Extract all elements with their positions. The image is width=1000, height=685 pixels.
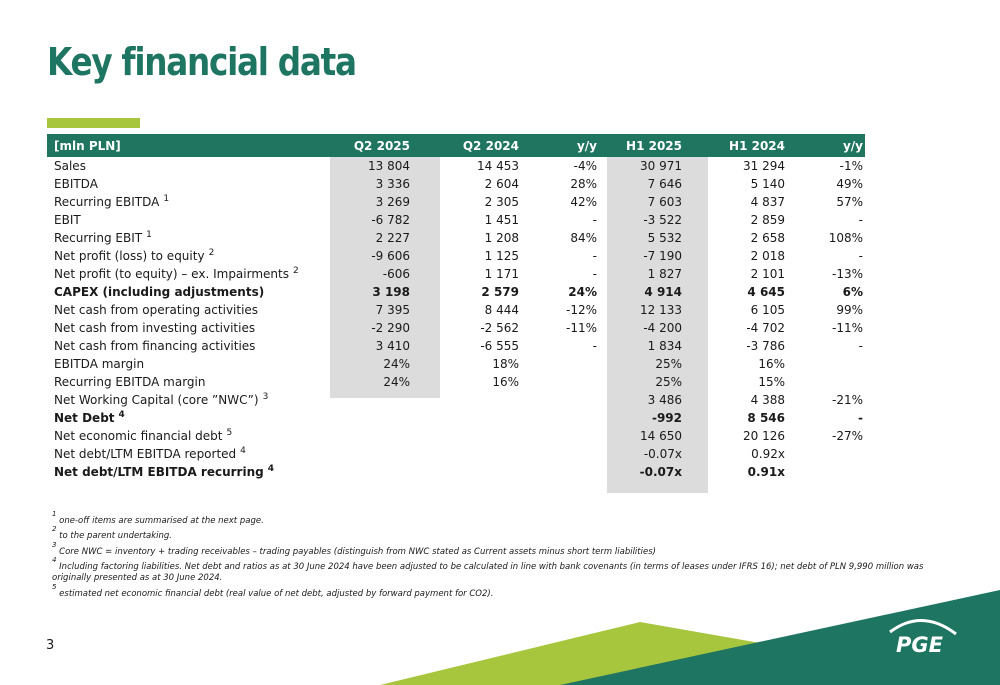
footnote-ref: 1	[163, 194, 170, 204]
cell-q2-2024: 8 444	[484, 303, 519, 317]
cell-h1-2025: 7 603	[647, 195, 682, 209]
footnote-1: $^1$ one-off items are summarised at the next page.	[52, 510, 264, 526]
cell-h1-2025: 1 827	[647, 267, 682, 281]
row-label: CAPEX (including adjustments)	[54, 285, 265, 299]
cell-q2-2024: 1 451	[484, 213, 519, 227]
cell-q2-2025: 3 410	[375, 339, 410, 353]
pge-logo	[884, 612, 964, 658]
cell-yy-q: -11%	[565, 321, 597, 335]
cell-q2-2025	[330, 409, 440, 427]
header-yy-q: y/y	[576, 138, 597, 153]
cell-q2-2025: -6 782	[371, 213, 410, 227]
cell-q2-2025: -606	[382, 267, 410, 281]
cell-q2-2025: 3 336	[375, 177, 410, 191]
table-row	[47, 283, 865, 301]
table-header-row	[47, 134, 865, 157]
cell-q2-2024: 2 579	[481, 285, 519, 299]
cell-h1-2024: 31 294	[743, 159, 785, 173]
cell-h1-2025: 1 834	[647, 339, 682, 353]
cell-h1-2024: 4 837	[750, 195, 785, 209]
row-label: Recurring EBITDA $^1$	[54, 194, 170, 209]
cell-h1-2025: 14 650	[640, 429, 682, 443]
cell-q2-2025: 24%	[383, 357, 410, 371]
cell-h1-2025: 5 532	[647, 231, 682, 245]
cell-h1-2024: 8 546	[747, 411, 785, 425]
cell-yy-h: -	[858, 411, 863, 425]
table-row	[47, 157, 865, 175]
table-row	[47, 211, 865, 229]
cell-q2-2024: 16%	[492, 375, 519, 389]
cell-q2-2024: 1 171	[484, 267, 519, 281]
footnote-ref: 3	[262, 392, 269, 402]
cell-q2-2024: 1 208	[484, 231, 519, 245]
cell-yy-q: 42%	[570, 195, 597, 209]
cell-yy-q: -4%	[573, 159, 597, 173]
cell-q2-2025: 7 395	[375, 303, 410, 317]
cell-h1-2025: -0.07x	[643, 447, 682, 461]
cell-h1-2025: -992	[651, 411, 682, 425]
cell-q2-2025	[330, 391, 440, 409]
footnote-ref: 5	[226, 428, 233, 438]
cell-yy-q	[550, 445, 600, 463]
cell-yy-h: 99%	[836, 303, 863, 317]
header-q2-2024: Q2 2024	[462, 138, 519, 153]
cell-yy-h: -21%	[831, 393, 863, 407]
cell-yy-h: -27%	[831, 429, 863, 443]
cell-h1-2025: 25%	[655, 357, 682, 371]
footnote-3: $^3$ Core NWC = inventory + trading receivables – trading payables (distinguish from NWC stated as Current assets minus short term liabilities)	[52, 540, 656, 557]
cell-yy-q: 84%	[570, 231, 597, 245]
cell-h1-2024: 4 645	[747, 285, 785, 299]
footnote-5: $^5$ estimated net economic financial debt (real value of net debt, adjusted by forward payment for CO2).	[52, 582, 494, 599]
row-label: Net debt/LTM EBITDA reported $^4$	[54, 446, 246, 461]
cell-q2-2024	[440, 445, 550, 463]
cell-q2-2025: -9 606	[371, 249, 410, 263]
footnote-ref: 1	[146, 230, 152, 240]
row-label: Net cash from operating activities	[54, 303, 259, 317]
cell-h1-2024: 6 105	[750, 303, 785, 317]
row-label: Net debt/LTM EBITDA recurring $^4$	[54, 464, 274, 479]
cell-q2-2024	[440, 427, 550, 445]
cell-yy-q: 28%	[570, 177, 597, 191]
footnote-2: $^2$ to the parent undertaking.	[52, 525, 173, 542]
cell-q2-2024: -2 562	[480, 321, 519, 335]
cell-h1-2024: 4 388	[750, 393, 785, 407]
footnote-ref: 2	[208, 248, 215, 258]
cell-yy-h	[811, 355, 865, 373]
cell-h1-2025: -4 200	[643, 321, 682, 335]
table-row	[47, 445, 865, 463]
cell-yy-q: -	[592, 267, 597, 281]
header-unit: [mln PLN]	[54, 138, 121, 153]
cell-q2-2025	[330, 445, 440, 463]
row-label: Net Debt $^4$	[54, 410, 125, 425]
table-row	[47, 319, 865, 337]
cell-yy-h: 108%	[828, 231, 863, 245]
cell-q2-2024	[440, 409, 550, 427]
cell-h1-2025: 12 133	[640, 303, 682, 317]
cell-q2-2024: 1 125	[484, 249, 519, 263]
cell-h1-2025: 7 646	[647, 177, 682, 191]
cell-q2-2025: 3 198	[372, 285, 410, 299]
cell-yy-q: 24%	[568, 285, 597, 299]
footnotes	[52, 512, 932, 600]
cell-yy-h: 6%	[842, 285, 863, 299]
cell-h1-2024: 2 101	[750, 267, 785, 281]
table-row	[47, 427, 865, 445]
cell-q2-2025: 13 804	[368, 159, 410, 173]
cell-yy-q	[550, 391, 600, 409]
table-row	[47, 355, 865, 373]
cell-h1-2024: 2 018	[750, 249, 785, 263]
cell-h1-2024: 0.91x	[747, 465, 785, 479]
cell-h1-2024: 2 859	[750, 213, 785, 227]
financial-data-table	[47, 134, 865, 481]
cell-q2-2024: 18%	[492, 357, 519, 371]
cell-yy-h: -	[858, 339, 863, 353]
header-h1-2025: H1 2025	[626, 138, 682, 153]
row-label: Recurring EBITDA margin	[54, 375, 206, 389]
cell-yy-h: -13%	[831, 267, 863, 281]
row-label: EBIT	[54, 213, 81, 227]
cell-q2-2025	[330, 463, 440, 481]
cell-yy-q	[550, 463, 600, 481]
cell-h1-2024: -3 786	[746, 339, 785, 353]
logo-text: PGE	[896, 633, 943, 657]
table-row	[47, 337, 865, 355]
cell-yy-q: -	[592, 339, 597, 353]
cell-yy-q: -	[592, 213, 597, 227]
row-label: EBITDA margin	[54, 357, 145, 371]
footnote-4: $^4$ Including factoring liabilities. Net debt and ratios as at 30 June 2024 have been adjusted to be calculated in line with bank covenants (in terms of leases under IFRS 16); net debt of PLN 9,990 million was originally presented as at 30 June 2024.	[52, 555, 924, 584]
table-row	[47, 301, 865, 319]
row-label: Net Working Capital (core ”NWC”) $^3$	[54, 392, 269, 407]
cell-yy-h: -11%	[831, 321, 863, 335]
cell-yy-h	[811, 463, 865, 481]
cell-q2-2025: 24%	[383, 375, 410, 389]
cell-yy-h: -	[858, 249, 863, 263]
cell-h1-2024: 15%	[758, 375, 785, 389]
cell-h1-2024: 16%	[758, 357, 785, 371]
cell-yy-h	[811, 373, 865, 391]
table-row	[47, 229, 865, 247]
cell-h1-2024: 0.92x	[751, 447, 785, 461]
cell-q2-2025	[330, 427, 440, 445]
cell-h1-2024: 20 126	[743, 429, 785, 443]
cell-q2-2024: 14 453	[477, 159, 519, 173]
cell-yy-q: -12%	[565, 303, 597, 317]
cell-h1-2025: -7 190	[643, 249, 682, 263]
table-row	[47, 463, 865, 481]
header-q2-2025: Q2 2025	[353, 138, 410, 153]
cell-yy-h: -	[858, 213, 863, 227]
cell-h1-2025: 30 971	[640, 159, 682, 173]
table-row	[47, 247, 865, 265]
cell-yy-q: -	[592, 249, 597, 263]
footnote-ref: 4	[240, 446, 246, 456]
cell-h1-2024: 2 658	[750, 231, 785, 245]
table-row	[47, 373, 865, 391]
row-label: Net profit (to equity) – ex. Impairments $^2$	[54, 266, 299, 281]
logo-arc-icon	[890, 620, 956, 634]
cell-yy-h: 57%	[836, 195, 863, 209]
header-yy-h: y/y	[842, 138, 863, 153]
cell-h1-2025: -0.07x	[639, 465, 682, 479]
row-label: Recurring EBIT $^1$	[54, 230, 152, 245]
table-row	[47, 391, 865, 409]
cell-h1-2024: 5 140	[750, 177, 785, 191]
footnote-ref: 4	[118, 410, 125, 420]
row-label: Net cash from financing activities	[54, 339, 256, 353]
cell-q2-2025: 3 269	[375, 195, 410, 209]
table-row	[47, 265, 865, 283]
page-title: Key financial data	[47, 40, 356, 84]
cell-h1-2024: -4 702	[746, 321, 785, 335]
row-label: Net profit (loss) to equity $^2$	[54, 248, 215, 263]
row-label: Net economic financial debt $^5$	[54, 428, 233, 443]
cell-q2-2024	[440, 463, 550, 481]
cell-yy-h: 49%	[836, 177, 863, 191]
cell-q2-2025: -2 290	[371, 321, 410, 335]
page-number: 3	[46, 638, 55, 653]
header-h1-2024: H1 2024	[729, 138, 785, 153]
row-label: EBITDA	[54, 177, 98, 191]
cell-q2-2025: 2 227	[375, 231, 410, 245]
row-label: Net cash from investing activities	[54, 321, 256, 335]
cell-h1-2025: 3 486	[647, 393, 682, 407]
footnote-ref: 4	[267, 464, 274, 474]
cell-q2-2024: -6 555	[480, 339, 519, 353]
cell-h1-2025: 4 914	[644, 285, 682, 299]
cell-yy-h: -1%	[839, 159, 863, 173]
table-row	[47, 175, 865, 193]
footnote-ref: 2	[292, 266, 299, 276]
cell-q2-2024: 2 305	[484, 195, 519, 209]
cell-yy-h	[811, 445, 865, 463]
table-row	[47, 409, 865, 427]
cell-yy-q	[550, 409, 600, 427]
table-row	[47, 193, 865, 211]
title-accent-bar	[47, 118, 140, 128]
cell-yy-q	[550, 373, 600, 391]
cell-q2-2024: 2 604	[484, 177, 519, 191]
cell-h1-2025: 25%	[655, 375, 682, 389]
row-label: Sales	[54, 159, 86, 173]
cell-h1-2025: -3 522	[643, 213, 682, 227]
cell-yy-q	[550, 427, 600, 445]
cell-yy-q	[550, 355, 600, 373]
cell-q2-2024	[440, 391, 550, 409]
